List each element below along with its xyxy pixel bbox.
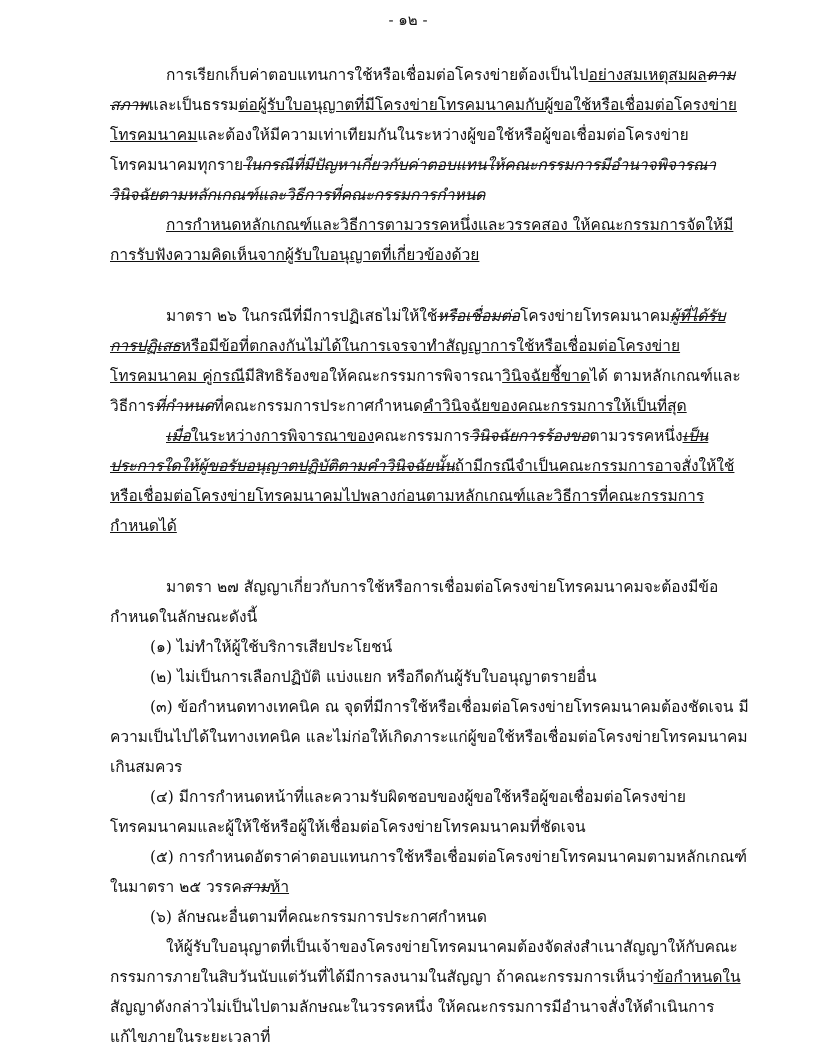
paragraph xyxy=(110,210,750,270)
text-run: และเป็นธรรม xyxy=(148,96,239,114)
text-run: ที่คณะกรรมการประกาศกำหนด xyxy=(213,397,424,415)
text-run: (๕) การกำหนดอัตราค่าตอบแทนการใช้หรือเชื่อมต่อโครงข่ายโทรคมนาคมตามหลักเกณฑ์ในมาตรา ๒๕ วรรค xyxy=(110,848,748,896)
text-run-strike: วินิจฉัยการร้องขอ xyxy=(469,427,590,445)
text-run-under: ห้า xyxy=(270,878,290,896)
text-run-ul-strike: ผู้ที่ได้รับการปฏิเสธ xyxy=(110,307,726,355)
text-run-strike: ตามสภาพ xyxy=(110,66,736,114)
text-run-under: คำวินิจฉัยของคณะกรรมการให้เป็นที่สุด xyxy=(423,397,687,415)
paragraph xyxy=(110,301,750,421)
text-run: ได้ ตามหลักเกณฑ์และวิธีการ xyxy=(110,367,741,415)
text-run-strike: หรือเชื่อมต่อ xyxy=(437,307,520,325)
text-run: โครงข่ายโทรคมนาคม xyxy=(519,307,671,325)
paragraph xyxy=(110,421,750,541)
text-run-under: อย่างสมเหตุสมผล xyxy=(588,66,707,84)
text-run: (๖) ลักษณะอื่นตามที่คณะกรรมการประกาศกำหนด xyxy=(150,908,487,926)
text-run: สัญญาดังกล่าวไม่เป็นไปตามลักษณะในวรรคหนึ่ง ให้คณะกรรมการมีอำนาจสั่งให้ดำเนินการแก้ไขภายในระยะเวลาที่ xyxy=(110,998,715,1046)
text-run-under: ข้อกำหนดใน xyxy=(653,968,741,986)
text-run: คณะกรรมการ xyxy=(374,427,470,445)
text-run-strike: สาม xyxy=(241,878,271,896)
text-run-under: ถ้ามีกรณีจำเป็นคณะกรรมการอาจสั่งให้ใช้หรือเชื่อมต่อโครงข่ายโทรคมนาคมไปพลางก่อนตามหลักเกณฑ์และวิธีการที่คณะกรรมการกำหนดได้ xyxy=(110,457,735,535)
text-run: (๒) ไม่เป็นการเลือกปฏิบัติ แบ่งแยก หรือกีดกันผู้รับใบอนุญาตรายอื่น xyxy=(150,668,597,686)
text-run-ul-strike: เป็นประการใดให้ผู้ขอรับอนุญาตปฏิบัติตามคำวินิจฉัยนั้น xyxy=(110,427,709,475)
document-body xyxy=(110,60,750,1052)
paragraph xyxy=(110,572,750,632)
text-run-under: ต่อผู้รับใบอนุญาตที่มีโครงข่ายโทรคมนาคมกับผู้ขอใช้หรือเชื่อมต่อโครงข่ายโทรคมนาคม xyxy=(110,96,737,144)
page-number: - ๑๒ - xyxy=(388,11,428,29)
paragraph xyxy=(110,60,750,210)
text-run: มาตรา ๒๖ ในกรณีที่มีการปฏิเสธไม่ให้ใช้ xyxy=(166,307,438,325)
text-run-strike: ที่กำหนด xyxy=(154,397,214,415)
text-run: และต้องให้มีความเท่าเทียมกันในระหว่างผู้ขอใช้หรือผู้ขอเชื่อมต่อโครงข่ายโทรคมนาคมทุกราย xyxy=(110,126,689,174)
text-run-under: วินิจฉัยชี้ขาด xyxy=(502,367,591,385)
text-run: มีสิทธิร้องขอให้คณะกรรมการพิจารณา xyxy=(244,367,503,385)
list-item xyxy=(110,842,750,902)
text-run-under: การกำหนดหลักเกณฑ์และวิธีการตามวรรคหนึ่งและวรรคสอง ให้คณะกรรมการจัดให้มีการรับฟังความคิดเห็นจากผู้รับใบอนุญาตที่เกี่ยวข้องด้วย xyxy=(110,216,734,264)
list-item xyxy=(110,632,750,662)
text-run: (๑) ไม่ทำให้ผู้ใช้บริการเสียประโยชน์ xyxy=(150,638,393,656)
text-run-ul-strike: เมื่อ xyxy=(166,427,191,445)
text-run: ให้ผู้รับใบอนุญาตที่เป็นเจ้าของโครงข่ายโทรคมนาคมต้องจัดส่งสำเนาสัญญาให้กับคณะกรรมการภายในสิบวันนับแต่วันที่ได้มีการลงนามในสัญญา ถ้าคณะกรรมการเห็นว่า xyxy=(110,938,738,986)
list-item xyxy=(110,692,750,782)
text-run-strike: ในกรณีที่มีปัญหาเกี่ยวกับค่าตอบแทนให้คณะกรรมการมีอำนาจพิจารณาวินิจฉัยตามหลักเกณฑ์และวิธีการที่คณะกรรมการกำหนด xyxy=(110,156,717,204)
list-item xyxy=(110,902,750,932)
list-item xyxy=(110,782,750,842)
paragraph-gap xyxy=(110,541,750,572)
text-run-under: หรือมีข้อที่ตกลงกันไม่ได้ในการเจรจาทำสัญญาการใช้หรือเชื่อมต่อโครงข่ายโทรคมนาคม คู่กรณี xyxy=(110,337,681,385)
paragraph xyxy=(110,932,750,1052)
text-run: (๔) มีการกำหนดหน้าที่และความรับผิดชอบของผู้ขอใช้หรือผู้ขอเชื่อมต่อโครงข่ายโทรคมนาคมและผู้ให้ใช้หรือผู้ให้เชื่อมต่อโครงข่ายโทรคมนาคมที่ชัดเจน xyxy=(110,788,686,836)
text-run: มาตรา ๒๗ สัญญาเกี่ยวกับการใช้หรือการเชื่อมต่อโครงข่ายโทรคมนาคมจะต้องมีข้อกำหนดในลักษณะดังนี้ xyxy=(110,578,719,626)
text-run: (๓) ข้อกำหนดทางเทคนิค ณ จุดที่มีการใช้หรือเชื่อมต่อโครงข่ายโทรคมนาคมต้องชัดเจน มีความเป็นไปได้ในทางเทคนิค และไม่ก่อให้เกิดภาระแก่ผู้ขอใช้หรือเชื่อมต่อโครงข่ายโทรคมนาคมเกินสมควร xyxy=(110,698,749,776)
list-item xyxy=(110,662,750,692)
text-run: ตามวรรคหนึ่ง xyxy=(589,427,683,445)
text-run-under: ในระหว่างการพิจารณาของ xyxy=(190,427,375,445)
text-run: การเรียกเก็บค่าตอบแทนการใช้หรือเชื่อมต่อโครงข่ายต้องเป็นไป xyxy=(166,66,589,84)
paragraph-gap xyxy=(110,270,750,301)
